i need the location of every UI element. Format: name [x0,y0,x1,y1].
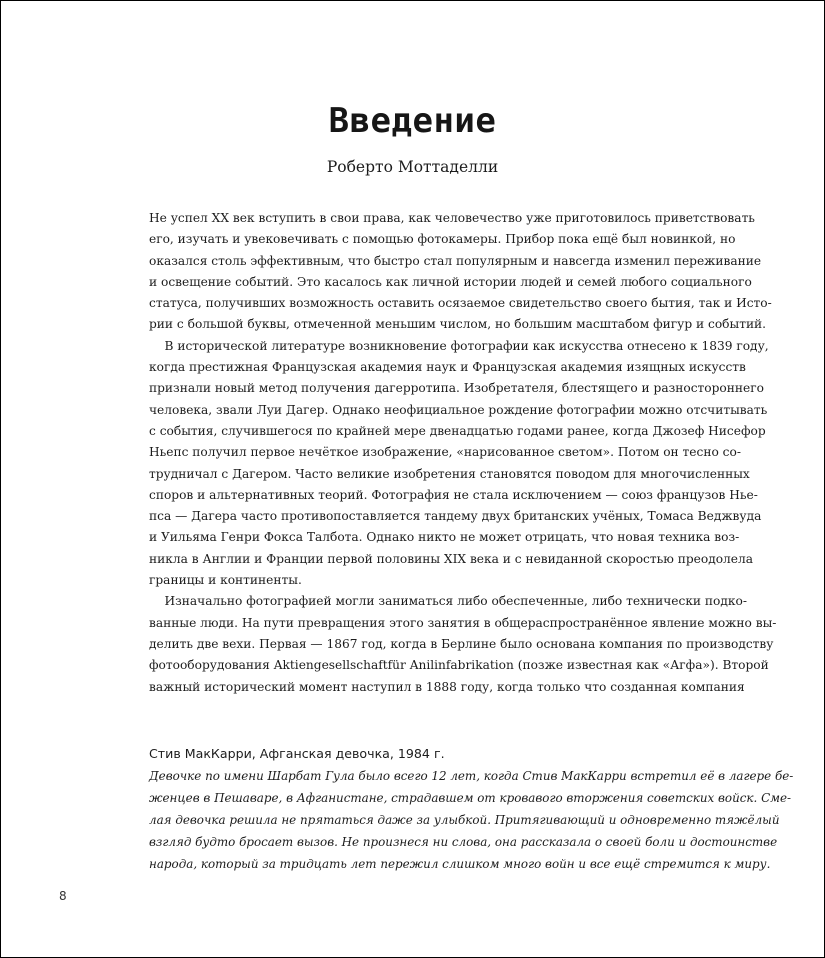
body-line: с события, случившегося по крайней мере двенадцатью годами ранее, когда Джозеф Нисефор [149,423,766,438]
body-line: и освещение событий. Это касалось как личной истории людей и семей любого социального [149,274,752,289]
body-line: никла в Англии и Франции первой половины XIX века и с невиданной скоростью преодолела [149,551,754,566]
body-line: трудничал с Дагером. Часто великие изобретения становятся поводом для многочисленных [149,466,750,481]
body-line: Изначально фотографией могли заниматься либо обеспеченные, либо технически подко- [149,594,747,609]
body-line: рии с большой буквы, отмеченной меньшим числом, но большим масштабом фигур и событий. [149,317,767,332]
body-line: фотооборудования Aktiengesellschaftfür Anilinfabrikation (позже известная как «Агфа»). Второй [149,658,769,673]
body-line: признали новый метод получения дагерротипа. Изобретателя, блестящего и разностороннего [149,381,764,396]
body-line: Ньепс получил первое нечёткое изображение, «нарисованное светом». Потом он тесно со- [149,445,741,460]
caption-line: лая девочка решила не прятаться даже за улыбкой. Притягивающий и одновременно тяжёлый [149,813,780,827]
chapter-title: Введение [328,101,497,141]
caption-title: Стив МакКарри, Афганская девочка, 1984 г. [149,746,445,761]
body-line: В исторической литературе возникновение фотографии как искусства отнесено к 1839 году, [149,338,769,353]
body-line: границы и континенты. [149,573,302,588]
page-number: 8 [59,889,67,903]
body-line: статуса, получивших возможность оставить осязаемое свидетельство своего бытия, так и Исто- [149,296,772,311]
body-line: ванные люди. На пути превращения этого занятия в общераспространённое явление можно вы- [149,615,777,630]
photo-caption [149,743,794,875]
body-text [149,208,777,698]
body-line: и Уильяма Генри Фокса Талбота. Однако никто не может отрицать, что новая техника воз- [149,530,740,545]
body-line: споров и альтернативных теорий. Фотография не стала исключением — союз французов Нье- [149,487,758,502]
body-line: оказался столь эффективным, что быстро стал популярным и навсегда изменил переживание [149,253,762,268]
body-line: Не успел XX век вступить в свои права, как человечество уже приготовилось приветствовать [149,211,755,225]
body-line: пса — Дагера часто противопоставляется тандему двух британских учёных, Томаса Веджвуда [149,509,762,524]
caption-line: Девочке по имени Шарбат Гула было всего 12 лет, когда Стив МакКарри встретил её в лагере бе- [149,769,794,783]
body-line: его, изучать и увековечивать с помощью фотокамеры. Прибор пока ещё был новинкой, но [149,232,736,247]
caption-line: женцев в Пешаваре, в Афганистане, страдавшем от кровавого вторжения советских войск. Сме- [149,791,792,805]
caption-line: народа, который за тридцать лет пережил слишком много войн и все ещё стремится к миру. [149,857,771,871]
body-line: делить две вехи. Первая — 1867 год, когда в Берлине было основана компания по производству [149,636,774,651]
body-line: человека, звали Луи Дагер. Однако неофициальное рождение фотографии можно отсчитывать [149,402,768,417]
body-line: важный исторический момент наступил в 1888 году, когда только что созданная компания [149,679,745,694]
author-name: Роберто Моттаделли [326,158,499,176]
body-line: когда престижная Французская академия наук и Французская академия изящных искусств [149,360,746,375]
caption-line: взгляд будто бросает вызов. Не произнеся ни слова, она рассказала о своей боли и достоинстве [149,835,778,849]
